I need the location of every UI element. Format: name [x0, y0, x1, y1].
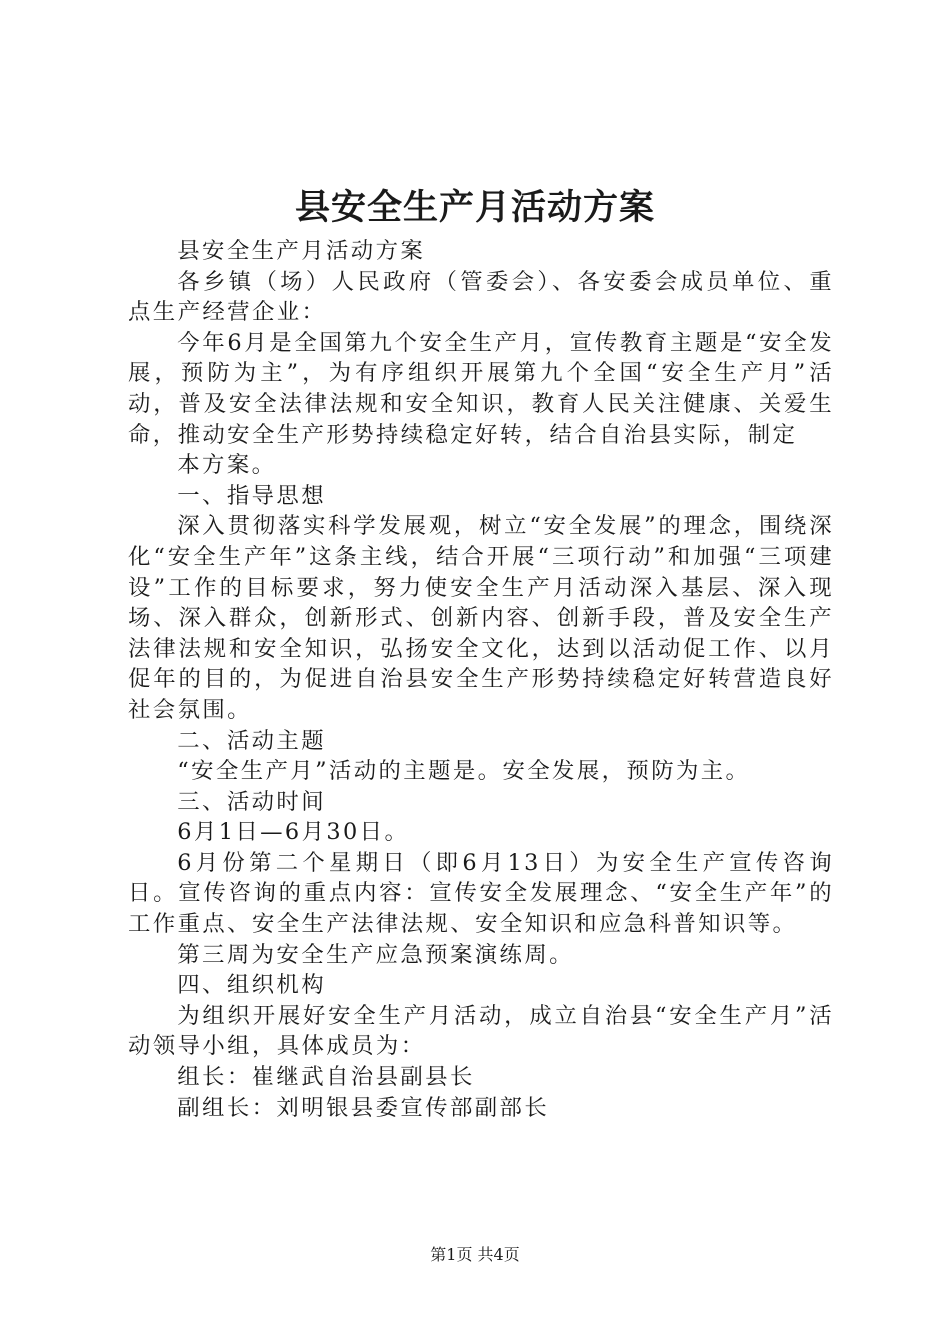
page-footer: 第1页 共4页 — [430, 1245, 520, 1264]
paragraph-intro-end: 本方案。 — [177, 452, 277, 479]
paragraph-consultation-day: 6月份第二个星期日（即6月13日）为安全生产宣传咨询日。宣传咨询的重点内容：宣传安全发展理念、“安全生产年”的工作重点、安全生产法律法规、安全知识和应急科普知识等。 — [128, 849, 834, 938]
section-heading-theme: 二、活动主题 — [177, 727, 327, 754]
paragraph-group-leader: 组长：崔继武自治县副县长 — [177, 1064, 475, 1091]
paragraph-intro: 今年6月是全国第九个安全生产月，宣传教育主题是“安全发展，预防为主”，为有序组织开展第九个全国“安全生产月”活动，普及安全法律法规和安全知识，教育人民关注健康、关爱生命，推动安全生产形势持续稳定好转，结合自治县实际，制定 — [128, 329, 834, 448]
section-heading-guiding-thought: 一、指导思想 — [177, 482, 327, 509]
paragraph-time-range: 6月1日—6月30日。 — [177, 819, 410, 846]
paragraph-drill-week: 第三周为安全生产应急预案演练周。 — [177, 941, 574, 968]
paragraph-recipients: 各乡镇（场）人民政府（管委会）、各安委会成员单位、重点生产经营企业： — [128, 268, 834, 326]
paragraph-guiding-thought: 深入贯彻落实科学发展观，树立“安全发展”的理念，围绕深化“安全生产年”这条主线，结合开展“三项行动”和加强“三项建设”工作的目标要求，努力使安全生产月活动深入基层、深入现场、深入群众，创新形式、创新内容、创新手段，普及安全生产法律法规和安全知识，弘扬安全文化，达到以活动促工作、以月促年的目的，为促进自治县安全生产形势持续稳定好转营造良好社会氛围。 — [128, 513, 834, 723]
paragraph-heading-repeat: 县安全生产月活动方案 — [177, 238, 426, 264]
paragraph-organization: 为组织开展好安全生产月活动，成立自治县“安全生产月”活动领导小组，具体成员为： — [128, 1002, 834, 1060]
section-heading-organization: 四、组织机构 — [177, 972, 327, 999]
section-heading-time: 三、活动时间 — [177, 788, 327, 815]
paragraph-deputy-leader: 副组长：刘明银县委宣传部副部长 — [177, 1094, 550, 1121]
document-body — [128, 236, 834, 1123]
document-title: 县安全生产月活动方案 — [294, 187, 655, 228]
paragraph-theme: “安全生产月”活动的主题是。安全发展，预防为主。 — [177, 758, 751, 785]
